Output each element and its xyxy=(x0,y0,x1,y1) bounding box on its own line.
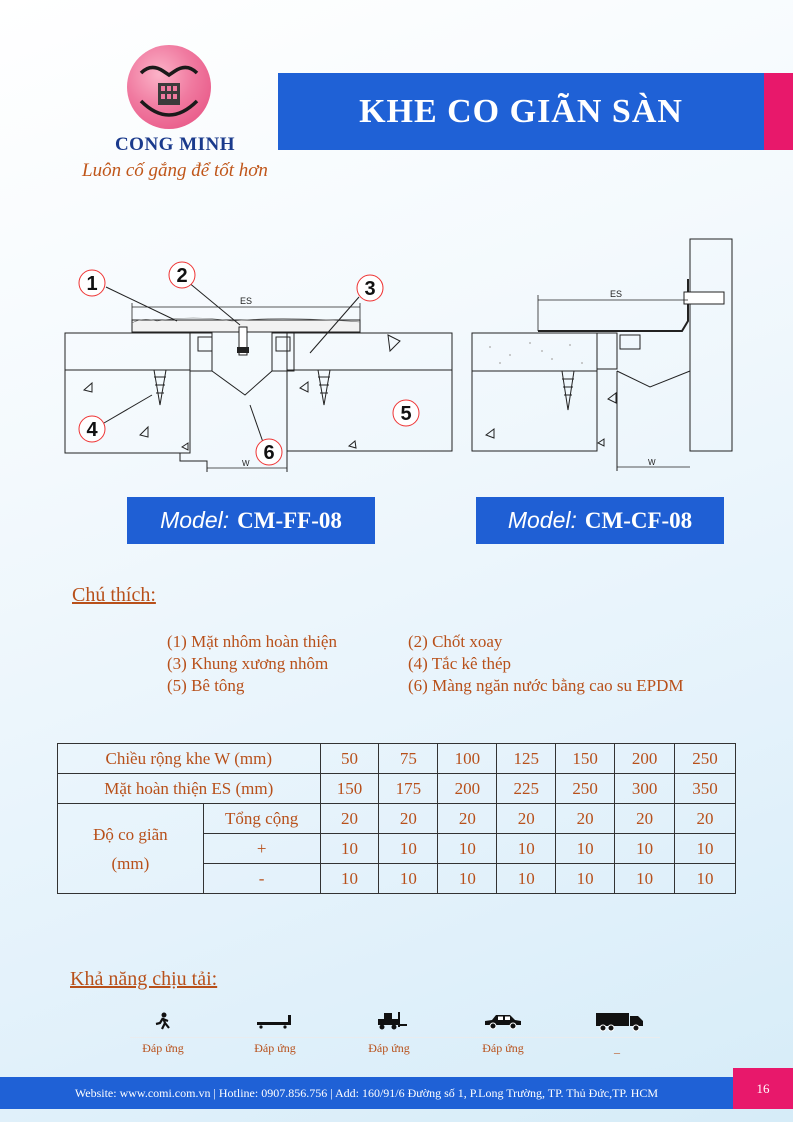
car-icon xyxy=(483,1012,523,1030)
model-label: Model: xyxy=(507,507,577,533)
callout-3: 3 xyxy=(364,278,376,300)
legend-item: (3) Khung xương nhôm xyxy=(167,654,329,673)
spec-table xyxy=(57,743,736,894)
table-cell: 10 xyxy=(497,834,556,864)
table-cell: 10 xyxy=(556,864,615,894)
table-cell: 175 xyxy=(379,774,438,804)
table-cell: 10 xyxy=(320,834,379,864)
table-row xyxy=(58,774,736,804)
table-cell: 20 xyxy=(497,804,556,834)
sub-header-total: Tổng cộng xyxy=(203,804,320,834)
table-cell: 225 xyxy=(497,774,556,804)
drawing-cm-cf-08 xyxy=(470,235,770,475)
model-box-cf xyxy=(476,497,724,544)
callout-2: 2 xyxy=(176,265,188,287)
forklift-icon xyxy=(376,1010,408,1030)
table-cell: 20 xyxy=(615,804,675,834)
table-row xyxy=(58,744,736,774)
legend-item: (2) Chốt xoay xyxy=(408,632,503,651)
logo-mark-icon xyxy=(127,45,211,129)
load-label: Đáp ứng xyxy=(142,1041,184,1055)
banner-accent xyxy=(764,73,793,150)
table-cell: 200 xyxy=(615,744,675,774)
brand-name: CONG MINH xyxy=(114,134,236,155)
table-cell: 10 xyxy=(615,834,675,864)
trolley-icon xyxy=(255,1013,295,1029)
pedestrian-icon xyxy=(153,1012,173,1030)
table-cell: 75 xyxy=(379,744,438,774)
table-cell: 10 xyxy=(556,834,615,864)
table-cell: 50 xyxy=(320,744,379,774)
brand-slogan: Luôn cố gắng để tốt hơn xyxy=(82,160,268,181)
truck-icon xyxy=(595,1010,645,1032)
table-cell: 10 xyxy=(379,834,438,864)
table-cell: 10 xyxy=(438,834,497,864)
load-label: _ xyxy=(614,1041,620,1055)
table-cell: 250 xyxy=(675,744,736,774)
drawing-cm-ff-08 xyxy=(62,255,462,475)
callout-6: 6 xyxy=(263,442,275,464)
table-cell: 20 xyxy=(675,804,736,834)
es-dimension-left: ES xyxy=(240,296,253,306)
legend-column-left xyxy=(167,631,337,697)
legend-item: (5) Bê tông xyxy=(167,676,245,695)
model-box-ff xyxy=(127,497,375,544)
table-cell: 10 xyxy=(320,864,379,894)
table-cell: 100 xyxy=(438,744,497,774)
table-cell: 20 xyxy=(556,804,615,834)
table-cell: 150 xyxy=(556,744,615,774)
footer-bar xyxy=(0,1077,733,1109)
table-cell: 10 xyxy=(615,864,675,894)
model-code: CM-CF-08 xyxy=(584,507,693,533)
row-header-movement xyxy=(58,804,204,894)
legend-column-right xyxy=(408,631,684,697)
table-cell: 250 xyxy=(556,774,615,804)
table-row xyxy=(58,804,736,834)
w-dimension-left: W xyxy=(242,459,250,468)
table-cell: 10 xyxy=(438,864,497,894)
page-title: KHE CO GIÃN SÀN xyxy=(278,73,764,150)
table-cell: 150 xyxy=(320,774,379,804)
company-logo xyxy=(127,45,211,129)
load-label: Đáp ứng xyxy=(254,1041,296,1055)
footer-text: Website: www.comi.com.vn | Hotline: 0907.856.756 | Add: 160/91/6 Đường số 1, P.Long Trường, TP. Thủ Đức,TP. HCM xyxy=(74,1085,659,1100)
table-cell: 125 xyxy=(497,744,556,774)
table-cell: 10 xyxy=(497,864,556,894)
callout-5: 5 xyxy=(400,403,412,425)
es-dimension-right: ES xyxy=(610,289,623,299)
page-number: 16 xyxy=(733,1068,793,1109)
row-header-es: Mặt hoàn thiện ES (mm) xyxy=(58,774,321,804)
legend-item: (4) Tắc kê thép xyxy=(408,654,512,673)
table-cell: 20 xyxy=(320,804,379,834)
table-cell: 10 xyxy=(675,834,736,864)
movement-label-line2: (mm) xyxy=(111,853,150,873)
table-cell: 10 xyxy=(675,864,736,894)
table-cell: 10 xyxy=(379,864,438,894)
table-cell: 200 xyxy=(438,774,497,804)
table-cell: 20 xyxy=(438,804,497,834)
callout-4: 4 xyxy=(86,419,98,441)
w-dimension-right: W xyxy=(648,458,656,467)
load-label: Đáp ứng xyxy=(482,1041,524,1055)
model-label: Model: xyxy=(160,507,230,533)
callout-1: 1 xyxy=(86,273,98,295)
model-code: CM-FF-08 xyxy=(237,507,342,533)
legend-item: (6) Màng ngăn nước bằng cao su EPDM xyxy=(408,676,684,695)
table-cell: 300 xyxy=(615,774,675,804)
legend-title: Chú thích: xyxy=(72,584,156,606)
row-header-w: Chiều rộng khe W (mm) xyxy=(58,744,321,774)
load-title: Khả năng chịu tải: xyxy=(70,968,218,990)
table-cell: 350 xyxy=(675,774,736,804)
load-divider xyxy=(130,1037,660,1038)
movement-label-line1: Độ co giãn xyxy=(93,824,168,844)
legend-item: (1) Mặt nhôm hoàn thiện xyxy=(167,632,337,651)
load-label: Đáp ứng xyxy=(368,1041,410,1055)
sub-header-minus: - xyxy=(203,864,320,894)
sub-header-plus: + xyxy=(203,834,320,864)
table-cell: 20 xyxy=(379,804,438,834)
